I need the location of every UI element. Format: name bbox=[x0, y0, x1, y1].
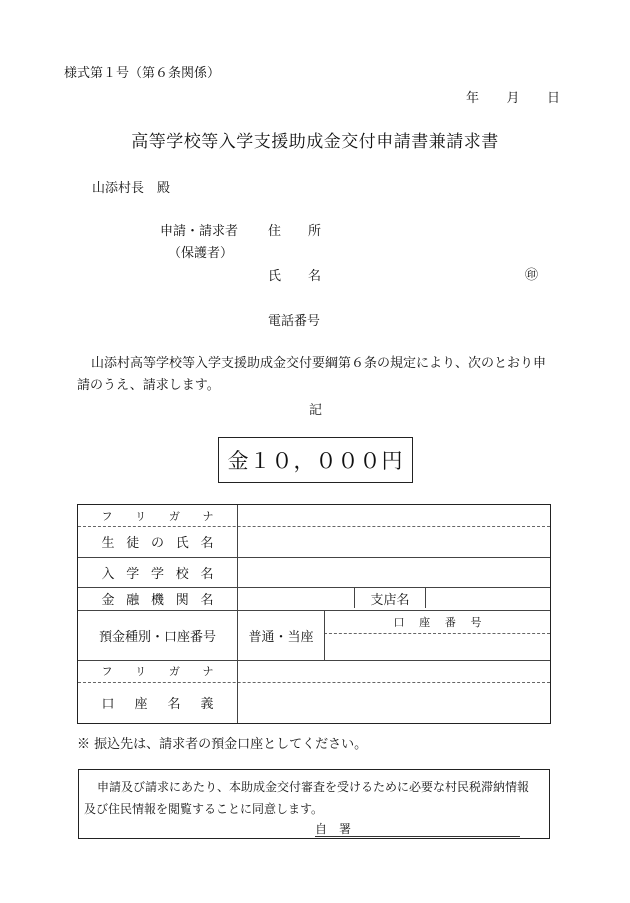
account-type-label: 預金種別・口座番号 bbox=[98, 629, 216, 645]
amount-box bbox=[218, 437, 413, 483]
student-furigana-field[interactable] bbox=[238, 505, 550, 526]
form-number: 様式第１号（第６条関係） bbox=[64, 66, 221, 81]
school-name-label: 入 学 学 校 名 bbox=[101, 566, 214, 582]
furigana-label: フ リ ガ ナ bbox=[101, 509, 214, 523]
branch-field[interactable] bbox=[426, 587, 550, 610]
ki-label: 記 bbox=[309, 403, 323, 418]
signature-label: 自 署 bbox=[315, 822, 352, 836]
account-number-header: 口 座 番 号 bbox=[393, 615, 482, 629]
consent-box bbox=[78, 769, 550, 839]
consent-line-1: 申請及び請求にあたり、本助成金交付審査を受けるために必要な村民税滞納情報 bbox=[97, 780, 530, 794]
account-holder-label: 口 座 名 義 bbox=[101, 696, 214, 712]
body-line-1: 山添村高等学校等入学支援助成金交付要綱第６条の規定により、次のとおり申 bbox=[91, 356, 547, 371]
amount-value: 金１０，０００円 bbox=[227, 449, 404, 473]
account-number-field[interactable] bbox=[325, 634, 550, 660]
account-holder-field[interactable] bbox=[238, 682, 550, 722]
account-type-value[interactable]: 普通・当座 bbox=[248, 629, 314, 645]
holder-furigana-label: フ リ ガ ナ bbox=[101, 665, 214, 678]
seal-mark: ㊞ bbox=[525, 268, 539, 283]
signature-line[interactable] bbox=[315, 836, 520, 837]
addressee: 山添村長 殿 bbox=[92, 181, 171, 196]
date-year-label: 年 bbox=[466, 91, 480, 106]
applicant-role: 申請・請求者 bbox=[160, 224, 239, 239]
school-name-field[interactable] bbox=[238, 557, 550, 587]
date-month-label: 月 bbox=[506, 91, 520, 106]
body-line-2: 請のうえ、請求します。 bbox=[77, 378, 220, 393]
address-label: 住 所 bbox=[268, 224, 321, 239]
bank-name-field[interactable] bbox=[238, 587, 354, 610]
consent-line-2: 及び住民情報を閲覧することに同意します。 bbox=[84, 802, 324, 816]
name-label: 氏 名 bbox=[268, 269, 321, 284]
student-name-field[interactable] bbox=[238, 526, 550, 557]
applicant-role-sub: （保護者） bbox=[168, 246, 234, 261]
document-title: 高等学校等入学支援助成金交付申請書兼請求書 bbox=[131, 132, 499, 152]
application-table bbox=[77, 504, 551, 724]
student-name-label: 生 徒 の 氏 名 bbox=[101, 536, 214, 551]
branch-label: 支店名 bbox=[370, 593, 410, 608]
date-line bbox=[466, 87, 560, 106]
transfer-note: ※ 振込先は、請求者の預金口座としてください。 bbox=[77, 737, 368, 752]
date-day-label: 日 bbox=[546, 91, 560, 106]
bank-name-label: 金 融 機 関 名 bbox=[101, 593, 214, 608]
holder-furigana-field[interactable] bbox=[238, 660, 550, 682]
phone-label: 電話番号 bbox=[268, 314, 321, 329]
